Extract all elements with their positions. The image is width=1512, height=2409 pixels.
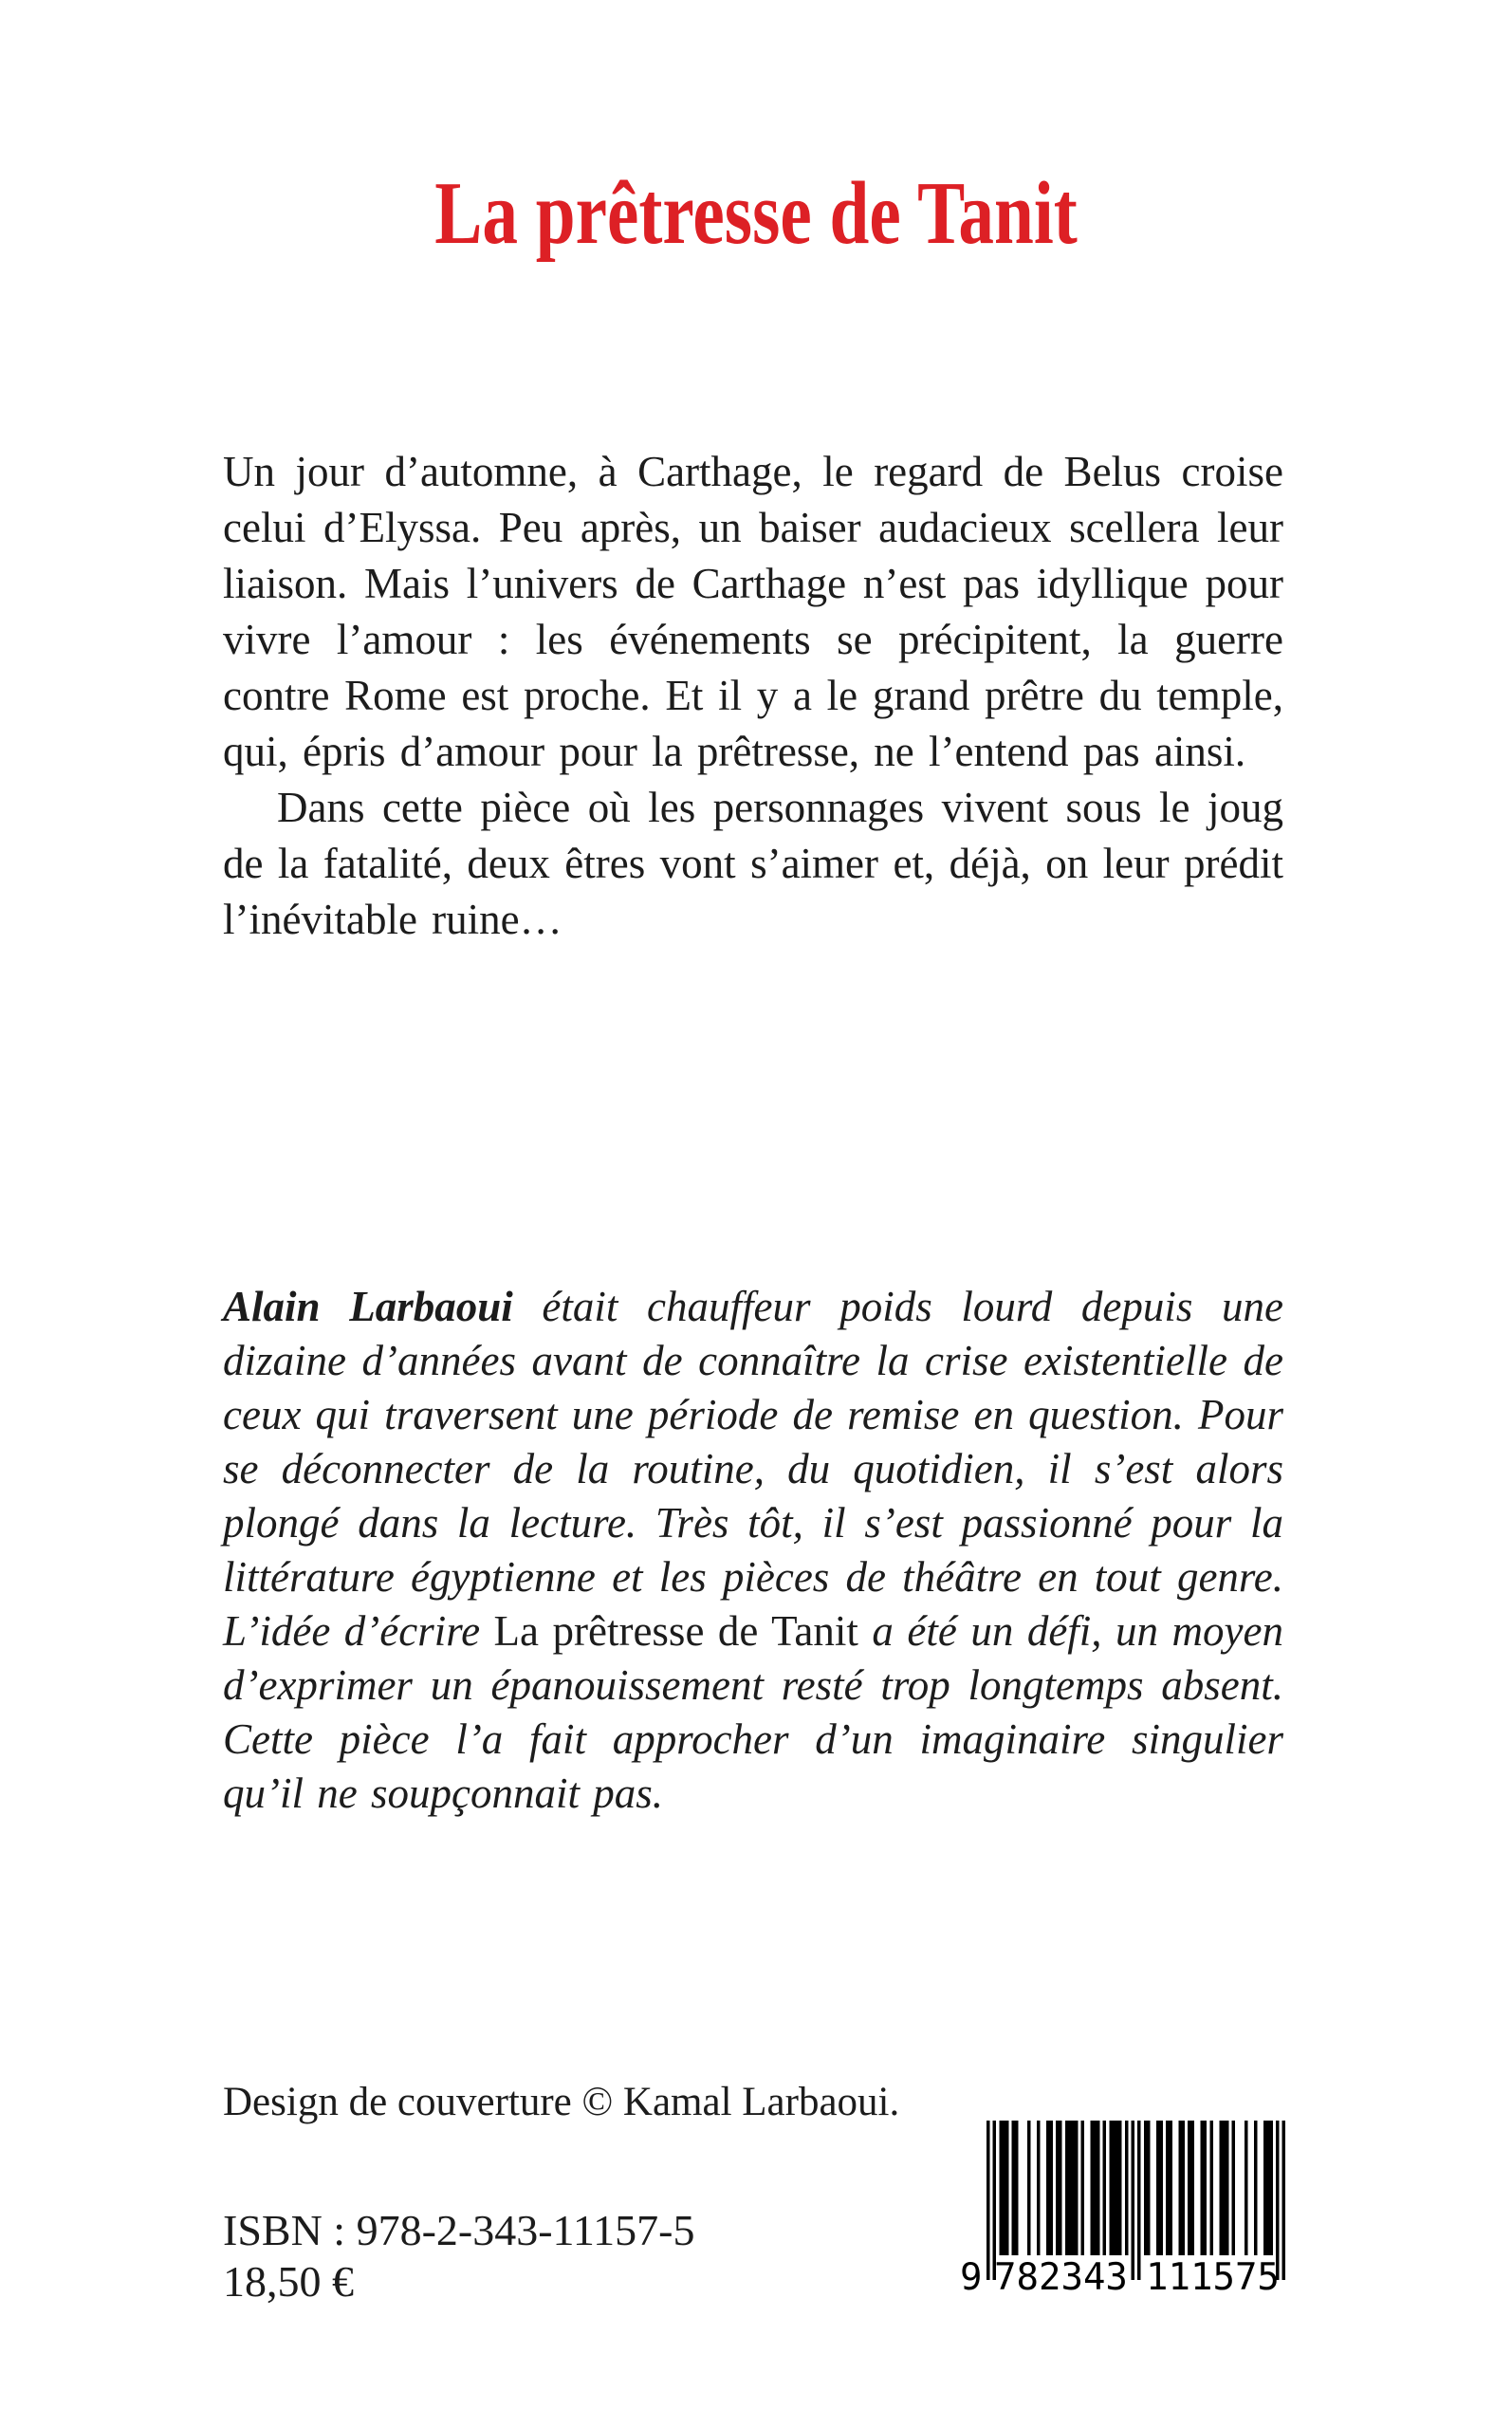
cover-design-credit: Design de couverture © Kamal Larbaoui. — [223, 2080, 900, 2124]
barcode-digit: 7 — [994, 2256, 1017, 2299]
price: 18,50 € — [223, 2257, 354, 2306]
author-bio-paragraph — [223, 1280, 1283, 1821]
barcode-digit: 5 — [1212, 2256, 1235, 2299]
barcode-digit: 7 — [1234, 2256, 1258, 2299]
bio-segment: Alain Larbaoui — [223, 1283, 513, 1330]
bio-segment: a été un défi, un moyen d’exprimer un épanouissement resté trop longtemps absent. Cette pièce l’a fait approcher d’un imaginaire singulier qu’il ne soupçonnait pas. — [223, 1607, 1283, 1817]
barcode-digit: 4 — [1082, 2256, 1106, 2299]
barcode-digit-group-right — [1146, 2256, 1280, 2299]
book-title: La prêtresse de Tanit — [434, 164, 1078, 263]
barcode-digit: 1 — [1168, 2256, 1190, 2299]
synopsis — [223, 444, 1283, 948]
bio-segment: était chauffeur poids lourd depuis une dizaine d’années avant de connaître la crise existentielle de ceux qui traversent une période de remise en question. Pour se déconnecter de la routine, du quotidien, il s’est alors plongé dans la lecture. Très tôt, il s’est passionné pour la littérature égyptienne et les pièces de théâtre en tout genre. L’idée d’écrire — [223, 1283, 1284, 1655]
barcode-digit: 3 — [1105, 2256, 1128, 2299]
barcode-digit: 5 — [1257, 2256, 1280, 2299]
barcode-first-digit: 9 — [960, 2256, 983, 2299]
barcode-digit: 3 — [1060, 2256, 1083, 2299]
barcode-digit: 1 — [1189, 2256, 1213, 2299]
isbn: ISBN : 978-2-343-11157-5 — [223, 2206, 695, 2254]
barcode-digit: 8 — [1016, 2256, 1039, 2299]
ean13-barcode — [960, 2121, 1285, 2299]
synopsis-paragraph: Dans cette pièce où les personnages vivent sous le joug de la fatalité, deux êtres vont s’aimer et, déjà, on leur prédit l’inévitable ruine… — [223, 784, 1283, 943]
author-bio — [223, 1280, 1283, 1821]
synopsis-paragraph: Un jour d’automne, à Carthage, le regard de Belus croise celui d’Elyssa. Peu après, un baiser audacieux scellera leur liaison. Mais l’univers de Carthage n’est pas idyllique pour vivre l’amour : les événements se précipitent, la guerre contre Rome est proche. Et il y a le grand prêtre du temple, qui, épris d’amour pour la prêtresse, ne l’entend pas ainsi. — [223, 448, 1283, 775]
barcode-digit: 1 — [1146, 2256, 1169, 2299]
barcode-digit-group-left — [994, 2256, 1128, 2299]
barcode-digit: 2 — [1038, 2256, 1061, 2299]
bio-segment: La prêtresse de Tanit — [493, 1607, 858, 1655]
